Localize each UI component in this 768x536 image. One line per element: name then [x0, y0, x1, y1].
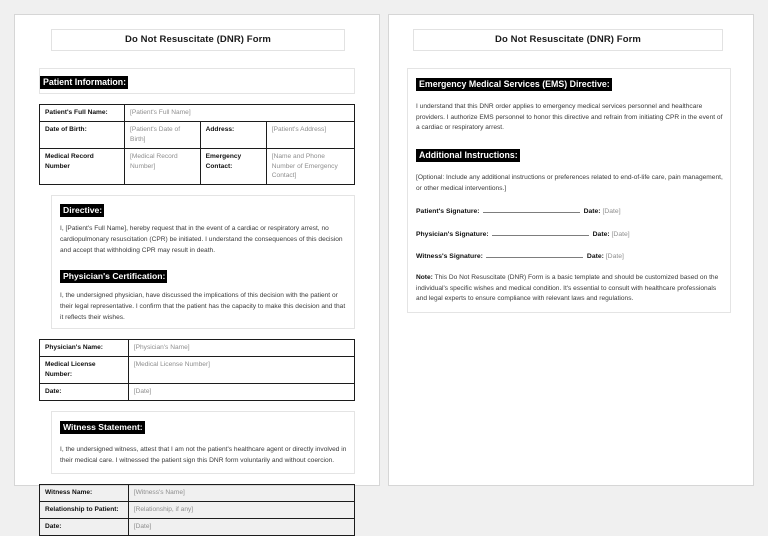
table-row — [40, 148, 355, 185]
relationship-to-patient-value[interactable]: [Relationship, if any] — [128, 502, 354, 519]
witness-statement-text: I, the undersigned witness, attest that I am not the patient's healthcare agent or directly involved in their medical care. I witnessed the patient sign this DNR form voluntarily and without coercion. — [60, 445, 347, 464]
patient-information-heading-box — [39, 68, 355, 94]
medical-record-number-value[interactable]: [Medical Record Number] — [125, 148, 201, 185]
spacer — [39, 401, 355, 411]
physician-date-label: Date: — [40, 384, 129, 401]
table-row — [40, 384, 355, 401]
note-label: Note: — [416, 273, 433, 281]
signature-block — [407, 200, 731, 265]
physician-name-value[interactable]: [Physician's Name] — [128, 340, 354, 357]
page-2-content — [389, 15, 753, 313]
patient-signature-line[interactable] — [483, 205, 580, 213]
witness-date-label: Date: — [40, 519, 129, 536]
page-2-title: Do Not Resuscitate (DNR) Form — [413, 29, 723, 51]
table-row — [40, 357, 355, 384]
spacer — [39, 185, 355, 195]
patient-signature-row — [416, 205, 723, 217]
directive-group — [39, 195, 355, 329]
physician-signature-label: Physician's Signature: — [416, 230, 489, 238]
additional-instructions-heading: Additional Instructions: — [416, 149, 520, 162]
physician-table — [39, 339, 355, 401]
witness-table — [39, 484, 355, 536]
witness-signature-date-label: Date: — [586, 253, 604, 261]
spacer — [39, 51, 355, 68]
patient-name-label: Patient's Full Name: — [40, 105, 125, 122]
ems-directive-heading: Emergency Medical Services (EMS) Directive: — [416, 78, 612, 91]
note-box — [407, 265, 731, 313]
spacer — [416, 239, 723, 250]
table-row — [40, 519, 355, 536]
physician-date-value[interactable]: [Date] — [128, 384, 354, 401]
witness-signature-label: Witness's Signature: — [416, 253, 483, 261]
ems-directive-text: I understand that this DNR order applies to emergency medical services personnel and healthcare providers. I authorize EMS personnel to honor this directive and refrain from initiating CPR in the event of a cardiac or respiratory arrest. — [416, 103, 723, 132]
additional-instructions-text-box — [407, 166, 731, 200]
patient-information-table — [39, 104, 355, 185]
note-paragraph — [416, 273, 723, 305]
physician-certification-heading: Physician's Certification: — [60, 270, 167, 283]
witness-statement-heading-box — [51, 411, 355, 438]
address-value[interactable]: [Patient's Address] — [266, 121, 354, 148]
table-row — [40, 340, 355, 357]
directive-text: I, [Patient's Full Name], hereby request that in the event of a cardiac or respiratory arrest, no cardiopulmonary resuscitation (CPR) be initiated. I understand the consequences of this decision and accept that withholding CPR may result in death. — [60, 225, 343, 254]
physician-signature-row — [416, 228, 723, 240]
witness-statement-text-box — [51, 438, 355, 474]
medical-license-number-label: Medical License Number: — [40, 357, 129, 384]
physician-certification-text-box — [51, 286, 355, 329]
witness-statement-group — [39, 411, 355, 474]
table-row — [40, 121, 355, 148]
page-1-title: Do Not Resuscitate (DNR) Form — [51, 29, 345, 51]
witness-signature-line[interactable] — [486, 250, 583, 258]
relationship-to-patient-label: Relationship to Patient: — [40, 502, 129, 519]
witness-statement-heading: Witness Statement: — [60, 421, 145, 434]
additional-instructions-text: [Optional: Include any additional instructions or preferences related to end-of-life care, pain management, or other medical interventions.] — [416, 174, 723, 192]
witness-signature-date-value[interactable]: [Date] — [605, 253, 624, 261]
address-label: Address: — [200, 121, 266, 148]
spacer — [39, 94, 355, 104]
physician-signature-line[interactable] — [492, 228, 589, 236]
ems-directive-group — [407, 68, 731, 313]
spacer — [39, 474, 355, 484]
spacer — [39, 329, 355, 339]
physician-signature-date-label: Date: — [592, 230, 610, 238]
ems-directive-heading-box — [407, 68, 731, 95]
date-of-birth-value[interactable]: [Patient's Date of Birth] — [125, 121, 201, 148]
witness-date-value[interactable]: [Date] — [128, 519, 354, 536]
spacer — [407, 51, 731, 68]
physician-certification-text: I, the undersigned physician, have discussed the implications of this decision with the patient or their legal representative. I confirm that the patient has the capacity to make this decision and that it reflects their wishes. — [60, 292, 346, 321]
patient-information-heading: Patient Information: — [40, 76, 128, 89]
document-page-1 — [14, 14, 380, 531]
additional-instructions-heading-box — [407, 141, 731, 166]
patient-signature-date-value[interactable]: [Date] — [602, 208, 621, 216]
date-of-birth-label: Date of Birth: — [40, 121, 125, 148]
page-1-content — [15, 15, 379, 536]
spacer — [416, 217, 723, 228]
physician-name-label: Physician's Name: — [40, 340, 129, 357]
medical-license-number-value[interactable]: [Medical License Number] — [128, 357, 354, 384]
patient-signature-date-label: Date: — [583, 208, 601, 216]
table-row — [40, 502, 355, 519]
directive-heading: Directive: — [60, 204, 104, 217]
table-row — [40, 485, 355, 502]
document-page-2 — [388, 14, 754, 486]
directive-text-box — [51, 220, 355, 261]
witness-name-label: Witness Name: — [40, 485, 129, 502]
note-text: This Do Not Resuscitate (DNR) Form is a basic template and should be customized based on the individual's specific wishes and medical condition. It's essential to consult with healthcare professionals and legal experts to ensure compliance with relevant laws and regulations. — [416, 273, 719, 303]
medical-record-number-label: Medical Record Number — [40, 148, 125, 185]
witness-name-value[interactable]: [Witness's Name] — [128, 485, 354, 502]
emergency-contact-value[interactable]: [Name and Phone Number of Emergency Contact] — [266, 148, 354, 185]
ems-directive-text-box — [407, 95, 731, 141]
directive-heading-box — [51, 195, 355, 220]
patient-signature-label: Patient's Signature: — [416, 208, 480, 216]
emergency-contact-label: Emergency Contact: — [200, 148, 266, 185]
table-row — [40, 105, 355, 122]
witness-signature-row — [416, 250, 723, 262]
physician-certification-heading-box — [51, 261, 355, 286]
physician-signature-date-value[interactable]: [Date] — [611, 230, 630, 238]
patient-name-value[interactable]: [Patient's Full Name] — [125, 105, 355, 122]
